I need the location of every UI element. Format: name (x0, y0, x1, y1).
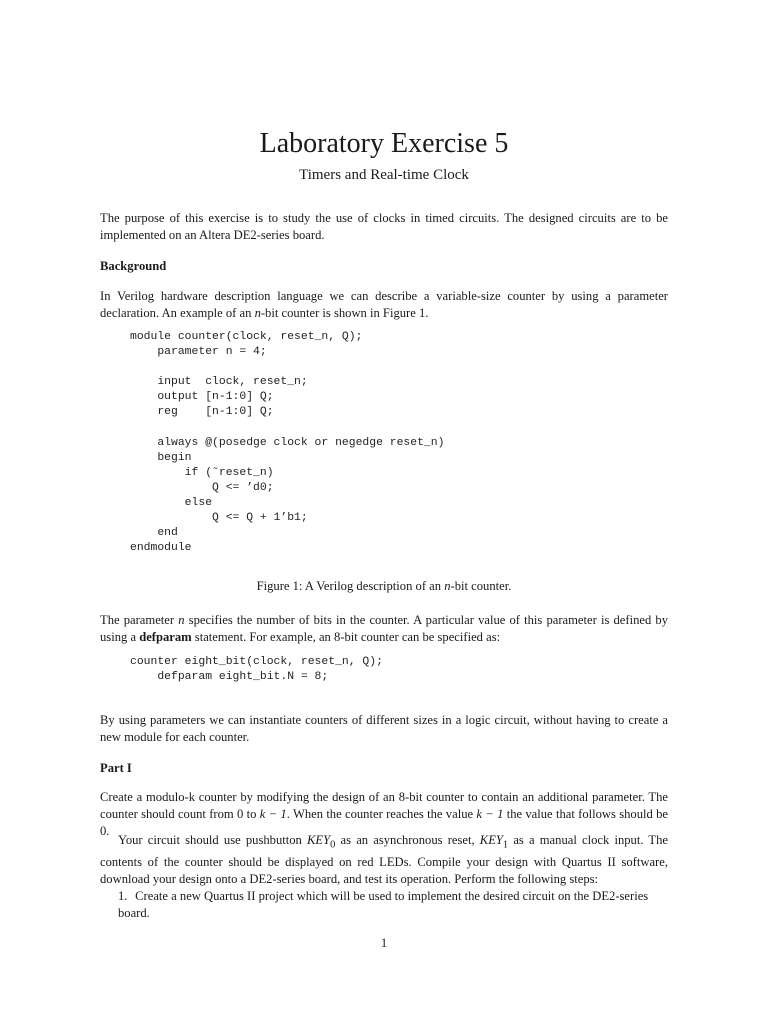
background-heading: Background (100, 259, 167, 273)
background-paragraph-1: In Verilog hardware description language we can describe a variable-size counter by using a parameter declaration. An example of an n-bit counter is shown in Figure 1. (100, 289, 668, 320)
steps-list (118, 888, 668, 922)
background-paragraph-3: By using parameters we can instantiate counters of different sizes in a logic circuit, without having to create a new module for each counter. (100, 713, 668, 744)
code-listing-counter: module counter(clock, reset_n, Q); parameter n = 4; input clock, reset_n; output [n-1:0] Q; reg [n-1:0] Q; always @(posedge clock or negedge reset_n) begin if (˜reset_n) Q <= ’d0; else Q <= Q + 1’b1; end endmodule (130, 331, 445, 555)
background-paragraph-2: The parameter n specifies the number of bits in the counter. A particular value of this parameter is defined by using a defparam statement. For example, an 8-bit counter can be specified as: (100, 613, 669, 644)
code-listing-defparam: counter eight_bit(clock, reset_n, Q); defparam eight_bit.N = 8; (130, 656, 383, 684)
part-1-heading: Part I (100, 761, 132, 775)
list-item: 1. Create a new Quartus II project which will be used to implement the desired circuit on the DE2-series board. (118, 889, 649, 920)
figure-1-caption: Figure 1: A Verilog description of an n-bit counter. (256, 579, 512, 593)
page-number: 1 (380, 936, 388, 950)
document-subtitle: Timers and Real-time Clock (299, 167, 469, 183)
document-title: Laboratory Exercise 5 (259, 128, 509, 159)
intro-paragraph: The purpose of this exercise is to study the use of clocks in timed circuits. The designed circuits are to be implemented on an Altera DE2-series board. (100, 211, 668, 242)
part-1-paragraph-2: Your circuit should use pushbutton $KEY_0$ as an asynchronous reset, $KEY_1$ as a manual clock input. The contents of the counter should be displayed on red LEDs. Compile your design with Quartus II software, download your design onto a DE2-series board, and test its operation. Perform the following steps: (100, 833, 669, 886)
part-1-paragraph-1: Create a modulo-k counter by modifying the design of an 8-bit counter to contain an additional parameter. The counter should count from 0 to k − 1. When the counter reaches the value k − 1 the value that follows should be 0. (100, 790, 669, 838)
